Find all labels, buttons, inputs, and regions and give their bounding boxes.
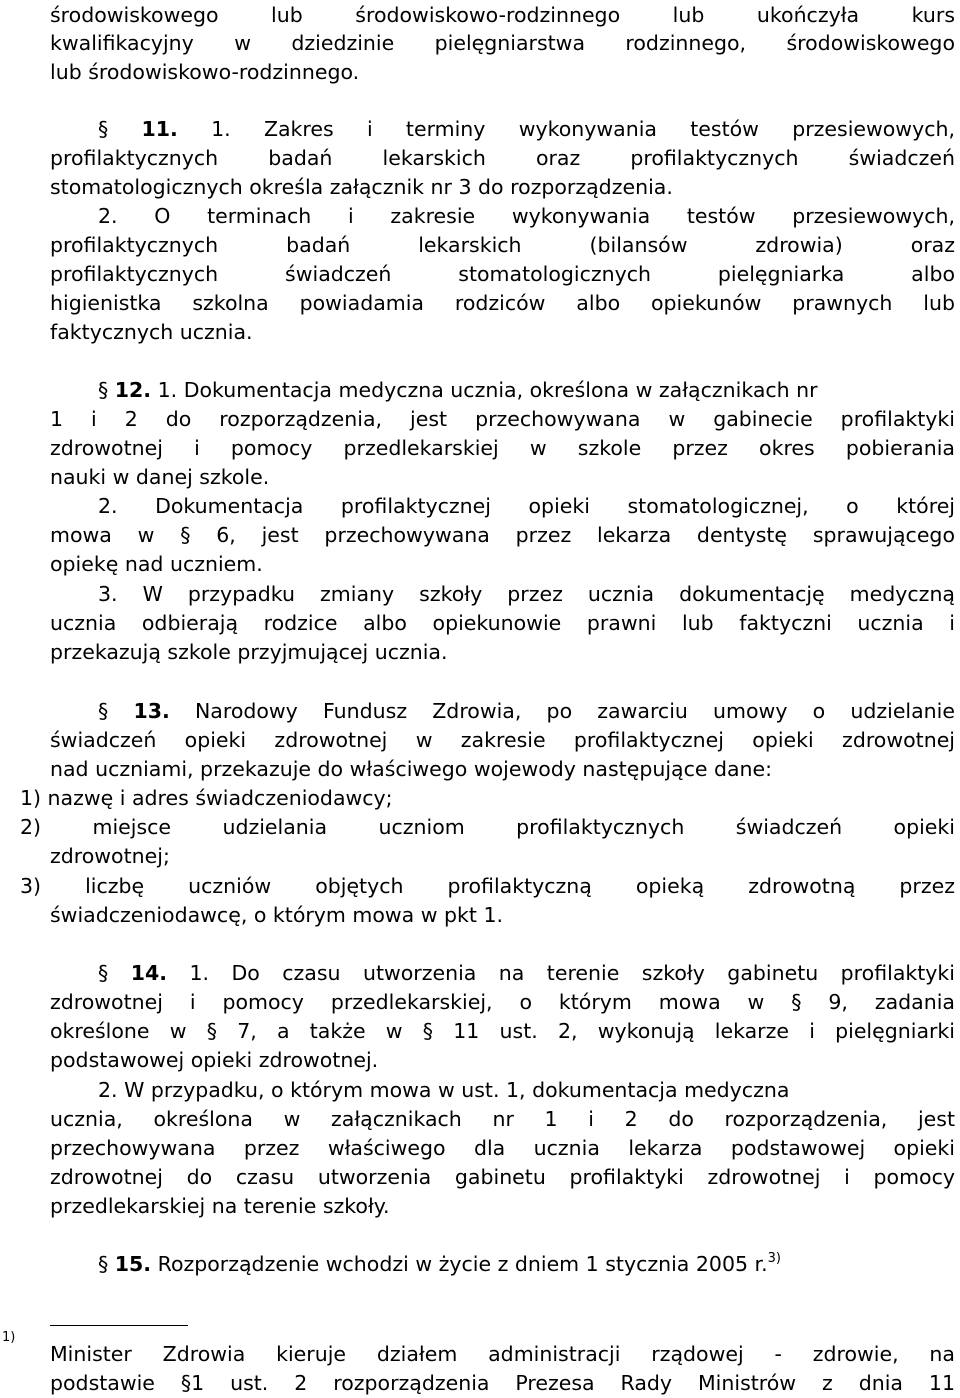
line-text: świadczeń opieki zdrowotnej w zakresie profilaktycznej opieki zdrowotnej [50,728,955,752]
text-line [20,812,955,842]
text-line [50,57,955,87]
line-text: 1 i 2 do rozporządzenia, jest przechowywana w gabinecie profilaktyki [50,407,955,431]
line-text: zdrowotnej i pomocy przedlekarskiej, o którym mowa w § 9, zadania [50,990,955,1014]
line-text: 1) nazwę i adres świadczeniodawcy; [20,786,393,810]
text-line [20,871,955,901]
line-text: profilaktycznych badań lekarskich oraz profilaktycznych świadczeń [50,146,955,170]
text-line [50,608,955,638]
line-text: 3) liczbę uczniów objętych profilaktyczną opieką zdrowotną przez [20,874,955,898]
text-line [50,1045,955,1075]
section-number: 14. [130,961,168,985]
text-line [98,958,955,988]
line-text: nauki w danej szkole. [50,465,270,489]
text-line [50,1104,955,1134]
line-text: profilaktycznych badań lekarskich (bilansów zdrowia) oraz [50,233,955,257]
section-sign: § [98,117,109,141]
line-text: przechowywana przez właściwego dla ucznia lekarza podstawowej opieki [50,1136,955,1160]
text-line [98,579,955,609]
text-line [50,1368,955,1398]
section-sign: § [98,1252,109,1276]
line-text: ucznia, określona w załącznikach nr 1 i 2 do rozporządzenia, jest [50,1107,955,1131]
text-line [50,0,955,30]
text-line [20,783,955,813]
text-line [50,433,955,463]
text-line [50,172,955,202]
line-text: określone w § 7, a także w § 11 ust. 2, wykonują lekarze i pielęgniarki [50,1019,955,1043]
text-line [50,841,955,871]
line-text: przekazują szkole przyjmującej ucznia. [50,640,448,664]
text-line [50,520,955,550]
text-line [50,143,955,173]
section-number: 12. [114,378,152,402]
text-line [50,317,955,347]
line-text: Narodowy Fundusz Zdrowia, po zawarciu umowy o udzielanie [169,699,955,723]
text-line [98,114,955,144]
line-text: profilaktycznych świadczeń stomatologicznych pielęgniarka albo [50,262,955,286]
text-line [50,754,955,784]
line-text: Rozporządzenie wchodzi w życie z dniem 1 stycznia 2005 r. [151,1252,768,1276]
footnote-separator [50,1325,188,1326]
text-line [50,288,955,318]
text-line [98,375,955,405]
line-text: zdrowotnej; [50,844,170,868]
line-text: lub środowiskowo-rodzinnego. [50,60,360,84]
text-line [50,1339,955,1369]
line-text: faktycznych ucznia. [50,320,253,344]
line-text: 1. Dokumentacja medyczna ucznia, określona w załącznikach nr [151,378,818,402]
text-line [50,1162,955,1192]
line-text: przedlekarskiej na terenie szkoły. [50,1194,390,1218]
line-text: środowiskowego lub środowiskowo-rodzinnego lub ukończyła kurs [50,3,955,27]
line-text: mowa w § 6, jest przechowywana przez lekarza dentystę sprawującego [50,523,955,547]
text-line [50,725,955,755]
section-number: 11. [141,117,178,141]
text-line [50,28,955,58]
text-line [50,259,955,289]
text-line [50,987,955,1017]
line-text: podstawie §1 ust. 2 rozporządzenia Prezesa Rady Ministrów z dnia 11 [50,1371,955,1395]
text-line [98,1249,955,1279]
line-text: 1. Do czasu utworzenia na terenie szkoły gabinetu profilaktyki [167,961,955,985]
text-line [98,201,955,231]
text-line [50,900,955,930]
line-text: 2. O terminach i zakresie wykonywania testów przesiewowych, [98,204,955,228]
section-sign: § [98,699,109,723]
line-text: zdrowotnej i pomocy przedlekarskiej w szkole przez okres pobierania [50,436,955,460]
section-number: 13. [133,699,170,723]
line-text: świadczeniodawcę, o którym mowa w pkt 1. [50,903,504,927]
line-text: ucznia odbierają rodzice albo opiekunowie prawni lub faktyczni ucznia i [50,611,955,635]
text-line [50,1133,955,1163]
line-text: kwalifikacyjny w dziedzinie pielęgniarstwa rodzinnego, środowiskowego [50,31,955,55]
line-text: nad uczniami, przekazuje do właściwego wojewody następujące dane: [50,757,773,781]
text-line [98,1075,955,1105]
line-text: Minister Zdrowia kieruje działem administracji rządowej - zdrowie, na [50,1342,955,1366]
section-sign: § [98,378,109,402]
text-line [50,549,955,579]
line-text: 2. Dokumentacja profilaktycznej opieki stomatologicznej, o której [98,494,955,518]
text-line [50,404,955,434]
line-text: opiekę nad uczniem. [50,552,263,576]
line-text: 2) miejsce udzielania uczniom profilaktycznych świadczeń opieki [20,815,955,839]
text-line [50,1191,955,1221]
line-text: 1. Zakres i terminy wykonywania testów przesiewowych, [177,117,955,141]
text-line [98,696,955,726]
section-sign: § [98,961,109,985]
line-text: zdrowotnej do czasu utworzenia gabinetu profilaktyki zdrowotnej i pomocy [50,1165,955,1189]
line-text: stomatologicznych określa załącznik nr 3 do rozporządzenia. [50,175,673,199]
footnote-reference: 3) [767,1251,781,1266]
line-text: 3. W przypadku zmiany szkoły przez ucznia dokumentację medyczną [98,582,955,606]
section-number: 15. [114,1252,152,1276]
text-line [98,491,955,521]
line-text: higienistka szkolna powiadamia rodziców albo opiekunów prawnych lub [50,291,955,315]
text-line [50,637,955,667]
footnote-marker: 1) [2,1330,16,1345]
text-line [50,1016,955,1046]
line-text: podstawowej opieki zdrowotnej. [50,1048,379,1072]
text-line [50,462,955,492]
line-text: 2. W przypadku, o którym mowa w ust. 1, dokumentacja medyczna [98,1078,790,1102]
text-line [50,230,955,260]
